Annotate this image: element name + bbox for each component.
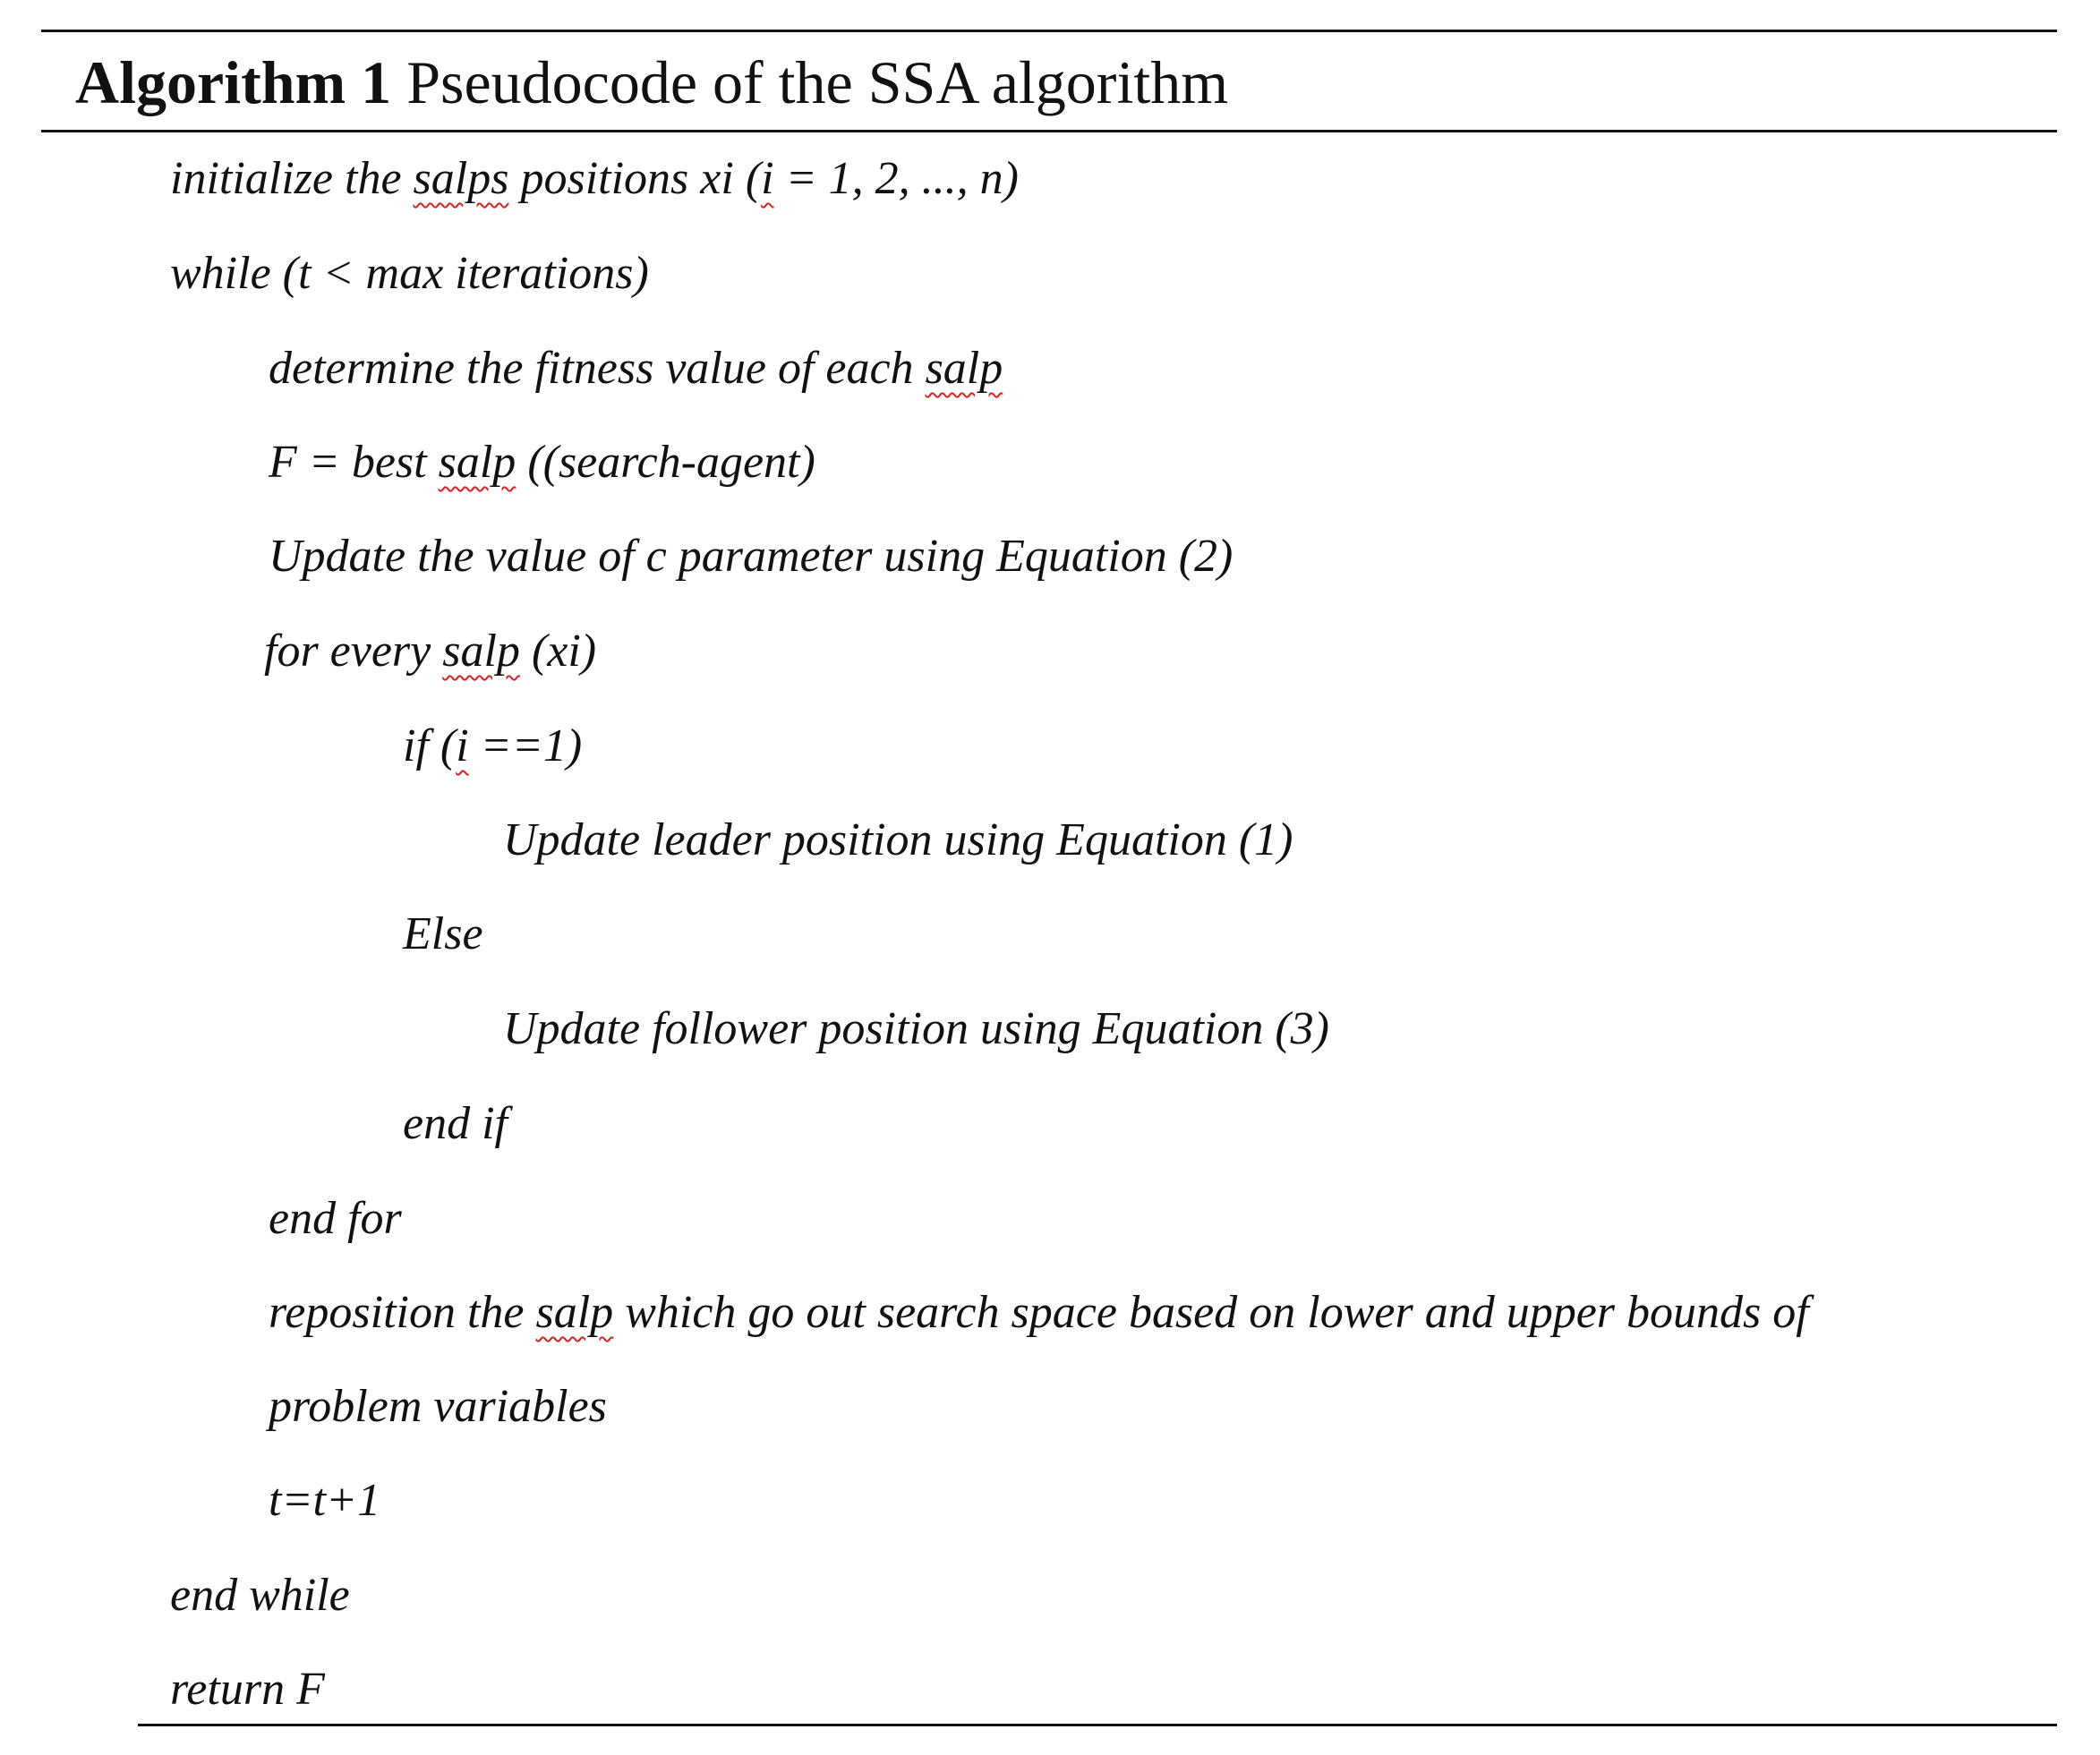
spellcheck-word: salp: [535, 1287, 614, 1338]
pseudocode-line-10: Update follower position using Equation (3): [503, 1003, 1329, 1054]
pseudocode-line-11: end if: [403, 1098, 508, 1149]
spellcheck-word: i: [456, 720, 469, 771]
pseudocode-line-12: end for: [269, 1193, 402, 1244]
spellcheck-word: salps: [413, 153, 509, 204]
pseudocode-line-9: Else: [403, 908, 483, 959]
variable-f: F: [296, 1664, 325, 1715]
line-13-text: reposition the: [269, 1287, 536, 1338]
line-17-text: return: [170, 1664, 297, 1715]
line-4-text: = best: [296, 437, 439, 488]
spellcheck-word: salp: [442, 626, 520, 677]
line-1-text: initialize the: [170, 153, 414, 204]
top-rule: [41, 30, 2057, 32]
spellcheck-word: salp: [438, 437, 516, 488]
pseudocode-line-6: [264, 623, 596, 680]
pseudocode-line-17: [170, 1661, 325, 1718]
line-6-text: (: [519, 626, 548, 677]
pseudocode-line-8: Update leader position using Equation (1): [503, 814, 1293, 865]
pseudocode-line-3: [269, 340, 1003, 397]
line-7-text: if (: [403, 720, 457, 771]
line-1-text: (: [733, 153, 762, 204]
pseudocode-line-14: problem variables: [269, 1381, 607, 1432]
pseudocode-line-4: [269, 434, 815, 491]
line-13-text: which go out search space based on lower and upper bounds of: [613, 1287, 1809, 1338]
bottom-rule: [138, 1724, 2057, 1726]
algorithm-caption: Pseudocode of the SSA algorithm: [406, 48, 1229, 116]
line-3-text: determine the fitness value of each: [269, 343, 926, 394]
line-6-text: ): [580, 626, 597, 677]
algorithm-label: Algorithm 1: [75, 48, 392, 116]
pseudocode-line-7: [403, 718, 582, 775]
pseudocode-line-2: while (t < max iterations): [170, 248, 649, 299]
line-1-text: = 1, 2, ..., n): [773, 153, 1019, 204]
pseudocode-line-1: [170, 150, 1019, 208]
pseudocode-line-15: t=t+1: [269, 1475, 381, 1526]
variable-f: F: [269, 437, 297, 488]
line-5-text: parameter using Equation (2): [666, 531, 1234, 582]
line-6-text: for every: [264, 626, 443, 677]
variable-xi: xi: [547, 626, 581, 677]
pseudocode-line-16: end while: [170, 1570, 350, 1621]
line-4-text: ((search-agent): [516, 437, 815, 488]
line-7-text: ==1): [468, 720, 583, 771]
line-5-text: Update the value of: [269, 531, 646, 582]
algorithm-title: [75, 47, 1228, 118]
header-rule: [41, 130, 2057, 132]
variable-c: c: [645, 531, 667, 582]
pseudocode-line-13: [269, 1284, 1809, 1342]
line-1-text: positions: [508, 153, 701, 204]
spellcheck-word: i: [761, 153, 774, 204]
spellcheck-word: salp: [925, 343, 1003, 394]
variable-xi: xi: [700, 153, 734, 204]
pseudocode-line-5: [269, 528, 1233, 585]
